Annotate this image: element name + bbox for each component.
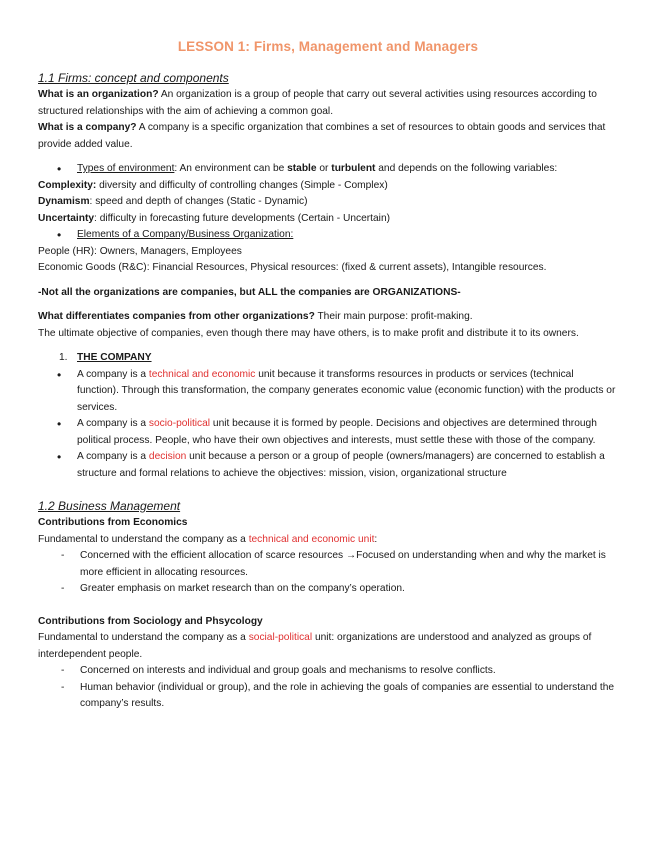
sociology-intro-post: unit: organizations are understood and analyzed as groups of interdependent people. — [38, 632, 592, 660]
uncertainty-text: : difficulty in forecasting future developments (Certain - Uncertain) — [94, 212, 390, 224]
the-company-number: 1. — [59, 352, 68, 363]
dynamism-text: : speed and depth of changes (Static - Dynamic) — [89, 196, 308, 207]
sociology-intro — [38, 630, 618, 663]
socio-political-item — [38, 416, 618, 449]
uncertainty-label: Uncertainty — [38, 212, 95, 224]
economics-item-research: - Greater emphasis on market research than on the company’s operation. — [38, 581, 618, 598]
organization-definition — [38, 87, 618, 120]
economics-item-allocation — [38, 548, 618, 581]
sociology-item-behavior: - Human behavior (individual or group), and the role in achieving the goals of companies are essential to understand the company’s results. — [38, 680, 618, 713]
technical-economic-post: unit because it transforms resources in products or services (technical function). Through this transformation, the company generates economic value (economic function) with the products or services. — [77, 368, 616, 413]
dynamism-label: Dynamism — [38, 196, 90, 207]
complexity-line — [38, 178, 618, 195]
economics-intro-pre: Fundamental to understand the company as a — [38, 533, 249, 545]
sociology-list — [38, 663, 618, 713]
socio-political-post: unit because it is formed by people. Decisions and objectives are determined through political process. People, who have their own objectives and interests, must settle these with those of the company. — [77, 418, 597, 446]
environment-turbulent: turbulent — [331, 163, 376, 174]
socio-political-highlight: socio-political — [148, 418, 211, 429]
people-line: People (HR): Owners, Managers, Employees — [38, 245, 242, 257]
section-1-2-heading: 1.2 Business Management — [38, 499, 181, 513]
decision-pre: A company is a — [77, 451, 149, 462]
sociology-heading — [38, 614, 618, 631]
economics-heading-text: Contributions from Economics — [38, 517, 188, 528]
lesson-title: LESSON 1: Firms, Management and Managers — [177, 39, 479, 54]
environment-or: or — [316, 163, 332, 174]
elements-label: Elements of a Company/Business Organization: — [77, 229, 294, 240]
sociology-item-interests: - Concerned on interests and individual and group goals and mechanisms to resolve conflicts. — [38, 663, 618, 680]
environment-label: Types of environment — [77, 163, 175, 174]
economics-list — [38, 548, 618, 598]
sociology-heading-text: Contributions from Sociology and Phsycology — [38, 615, 263, 627]
economics-allocation-text: Concerned with the efficient allocation of scarce resources — [80, 550, 346, 561]
complexity-label: Complexity: — [38, 179, 97, 191]
economic-goods-line: Economic Goods (R&C): Financial Resources, Physical resources: (fixed & current assets), Intangible resources. — [38, 262, 547, 273]
company-definition — [38, 120, 618, 153]
document-page — [38, 38, 618, 713]
not-all-text: -Not all the organizations are companies, but ALL the companies are ORGANIZATIONS- — [38, 286, 461, 298]
technical-economic-item — [38, 367, 618, 417]
not-all-statement — [38, 285, 618, 302]
dynamism-line — [38, 194, 618, 211]
economics-market-text: Focused on understanding when and why the market is more efficient in allocating resources. — [80, 550, 606, 578]
environment-text-1: : An environment can be — [174, 163, 288, 174]
arrow-right-icon: → — [345, 550, 357, 561]
technical-economic-highlight: technical and economic — [148, 368, 256, 380]
company-unit-list — [38, 367, 618, 483]
company-answer: A company is a specific organization that combines a set of resources to obtain goods and services that provide added value. — [38, 122, 606, 150]
sociology-intro-highlight: social-political — [248, 632, 313, 643]
decision-post: unit because a person or a group of people (owners/managers) are concerned to establish a structure and formal relations to achieve the objectives: mission, vision, organizational structure — [77, 451, 605, 479]
uncertainty-line — [38, 211, 618, 228]
economics-intro-post: : — [374, 533, 378, 545]
differentiates-line — [38, 309, 618, 326]
organization-answer: An organization is a group of people that carry out several activities using resources according to structured relationships with the aim of achieving a common goal. — [38, 89, 597, 117]
differentiates-question: What differentiates companies from other organizations? — [38, 311, 315, 322]
the-company-heading — [38, 350, 618, 367]
decision-highlight: decision — [148, 451, 187, 462]
complexity-text: diversity and difficulty of controlling changes (Simple - Complex) — [96, 179, 388, 191]
section-1-1-heading: 1.1 Firms: concept and components — [38, 71, 229, 85]
socio-political-pre: A company is a — [77, 418, 149, 429]
environment-list — [38, 161, 618, 178]
environment-stable: stable — [287, 163, 317, 174]
technical-economic-pre: A company is a — [77, 368, 149, 380]
the-company-label: THE COMPANY — [77, 352, 152, 363]
environment-text-2: and depends on the following variables: — [375, 163, 558, 174]
sociology-intro-pre: Fundamental to understand the company as a — [38, 632, 249, 643]
decision-item — [38, 449, 618, 482]
elements-item — [38, 227, 618, 244]
environment-item — [38, 161, 618, 178]
economics-intro — [38, 532, 618, 549]
economics-intro-highlight: technical and economic unit — [248, 533, 375, 545]
ultimate-objective: The ultimate objective of companies, even though there may have others, is to make profit and distribute it to its owners. — [38, 327, 579, 339]
elements-list — [38, 227, 618, 244]
company-question: What is a company? — [38, 122, 137, 133]
economics-heading — [38, 515, 618, 532]
organization-question: What is an organization? — [38, 89, 159, 100]
differentiates-answer: Their main purpose: profit-making. — [314, 311, 473, 322]
